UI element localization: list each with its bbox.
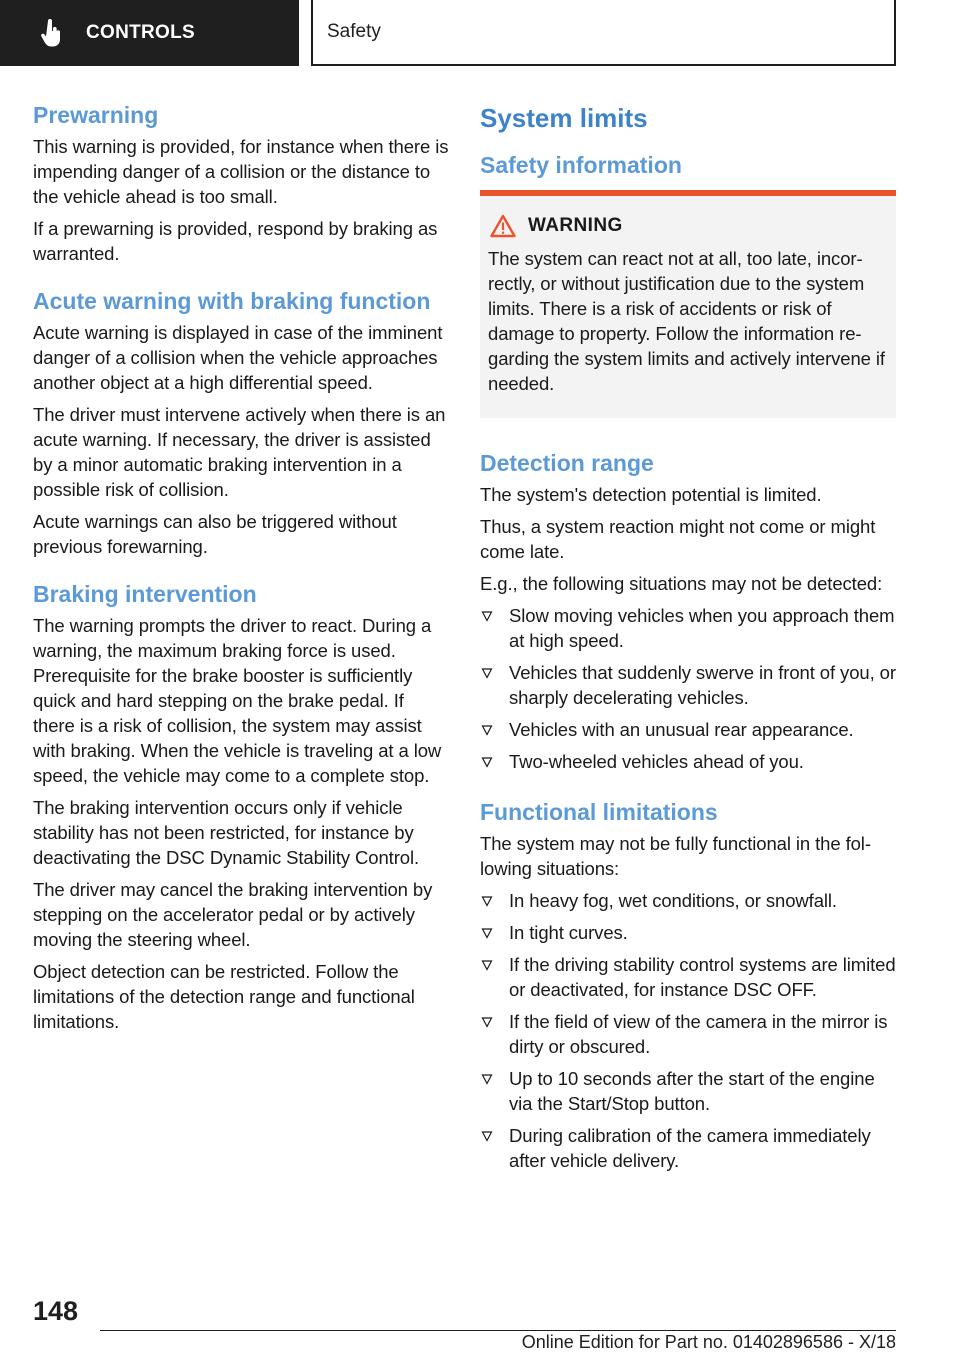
- triangle-bullet-icon: [480, 888, 509, 913]
- detection-paragraph-1: The system's detection potential is limited.: [480, 484, 822, 505]
- list-item: During calibration of the camera immediately after vehicle delivery.: [480, 1123, 896, 1173]
- list-item: Slow moving vehicles when you approach them at high speed.: [480, 603, 896, 653]
- warning-triangle-icon: [490, 214, 516, 238]
- detection-paragraph-2: Thus, a system reaction might not come or might come late.: [480, 516, 876, 562]
- list-item: Vehicles with an unusual rear appearance.: [480, 717, 896, 742]
- braking-paragraph-3: The driver may cancel the braking intervention by stepping on the accelerator pedal or by actively moving the steering wheel.: [33, 879, 433, 950]
- page-header: [0, 0, 960, 66]
- triangle-bullet-icon: [480, 717, 509, 742]
- list-item: In heavy fog, wet conditions, or snowfall.: [480, 888, 896, 913]
- acute-warning-paragraph-2: The driver must intervene actively when there is an acute warning. If necessary, the driver is assisted by a minor automatic braking intervention in a possible risk of collision.: [33, 404, 446, 500]
- list-item: Two-wheeled vehicles ahead of you.: [480, 749, 896, 774]
- triangle-bullet-icon: [480, 1066, 509, 1116]
- braking-paragraph-4: Object detection can be restricted. Follow the limitations of the detection range and functional limitations.: [33, 961, 415, 1032]
- functional-limitations-heading: Functional limitations: [480, 799, 718, 825]
- triangle-bullet-icon: [480, 660, 509, 710]
- footer-divider: [100, 1330, 896, 1331]
- warning-label: WARNING: [528, 215, 623, 236]
- safety-information-heading: Safety information: [480, 152, 682, 178]
- braking-paragraph-1: The warning prompts the driver to react. During a warning, the maximum braking force is used. Prerequisite for the brake booster is sufficiently quick and hard stepping on the brake pedal. If there is a risk of collision, the system may assist with braking. When the vehicle is traveling at a low speed, the vehicle may come to a complete stop.: [33, 615, 442, 786]
- acute-warning-paragraph-3: Acute warnings can also be triggered without previous forewarning.: [33, 511, 397, 557]
- list-item: In tight curves.: [480, 920, 896, 945]
- list-item: If the driving stability control systems are limited or deactivated, for instance DSC OFF.: [480, 952, 896, 1002]
- left-column: [33, 100, 449, 1041]
- footer-edition-text: Online Edition for Part no. 01402896586 - X/18: [521, 1332, 896, 1352]
- prewarning-paragraph-1: This warning is provided, for instance when there is impending danger of a collision or the distance to the vehicle ahead is too small.: [33, 136, 449, 207]
- section-tab-label: CONTROLS: [86, 22, 196, 43]
- braking-paragraph-2: The braking intervention occurs only if vehicle stability has not been restricted, for instance by deactivating the DSC Dynamic Stability Control.: [33, 797, 420, 868]
- triangle-bullet-icon: [480, 749, 509, 774]
- triangle-bullet-icon: [480, 603, 509, 653]
- page-number: 148: [33, 1296, 79, 1326]
- detection-list: [480, 603, 896, 774]
- triangle-bullet-icon: [480, 952, 509, 1002]
- prewarning-heading: Prewarning: [33, 102, 159, 128]
- list-item: If the field of view of the camera in the mirror is dirty or obscured.: [480, 1009, 896, 1059]
- triangle-bullet-icon: [480, 1009, 509, 1059]
- chapter-tab-safety: [311, 0, 896, 66]
- acute-warning-paragraph-1: Acute warning is displayed in case of the imminent danger of a collision when the vehicle approaches another object at a high differential speed.: [33, 322, 443, 393]
- acute-warning-heading: Acute warning with braking function: [33, 288, 431, 314]
- system-limits-heading: System limits: [480, 103, 648, 133]
- hand-pointer-icon: [38, 18, 66, 48]
- list-item: Up to 10 seconds after the start of the engine via the Start/Stop button.: [480, 1066, 896, 1116]
- detection-paragraph-3: E.g., the following situations may not be detected:: [480, 573, 883, 594]
- triangle-bullet-icon: [480, 920, 509, 945]
- detection-range-heading: Detection range: [480, 450, 654, 476]
- chapter-tab-label: Safety: [327, 21, 381, 42]
- triangle-bullet-icon: [480, 1123, 509, 1173]
- warning-text: The system can react not at all, too late, incorrectly, or without justification due to the system limits. There is a risk of accidents or risk of damage to property. Follow the information regarding the system limits and actively intervene if needed.: [488, 248, 885, 394]
- section-tab-controls: [0, 0, 299, 66]
- functional-list: [480, 888, 896, 1173]
- list-item: Vehicles that suddenly swerve in front of you, or sharply decelerating vehicles.: [480, 660, 896, 710]
- functional-paragraph-1: The system may not be fully functional in the following situations:: [480, 833, 871, 879]
- braking-intervention-heading: Braking intervention: [33, 581, 257, 607]
- prewarning-paragraph-2: If a prewarning is provided, respond by braking as warranted.: [33, 218, 438, 264]
- warning-box: [480, 190, 896, 418]
- right-column: [480, 100, 896, 1183]
